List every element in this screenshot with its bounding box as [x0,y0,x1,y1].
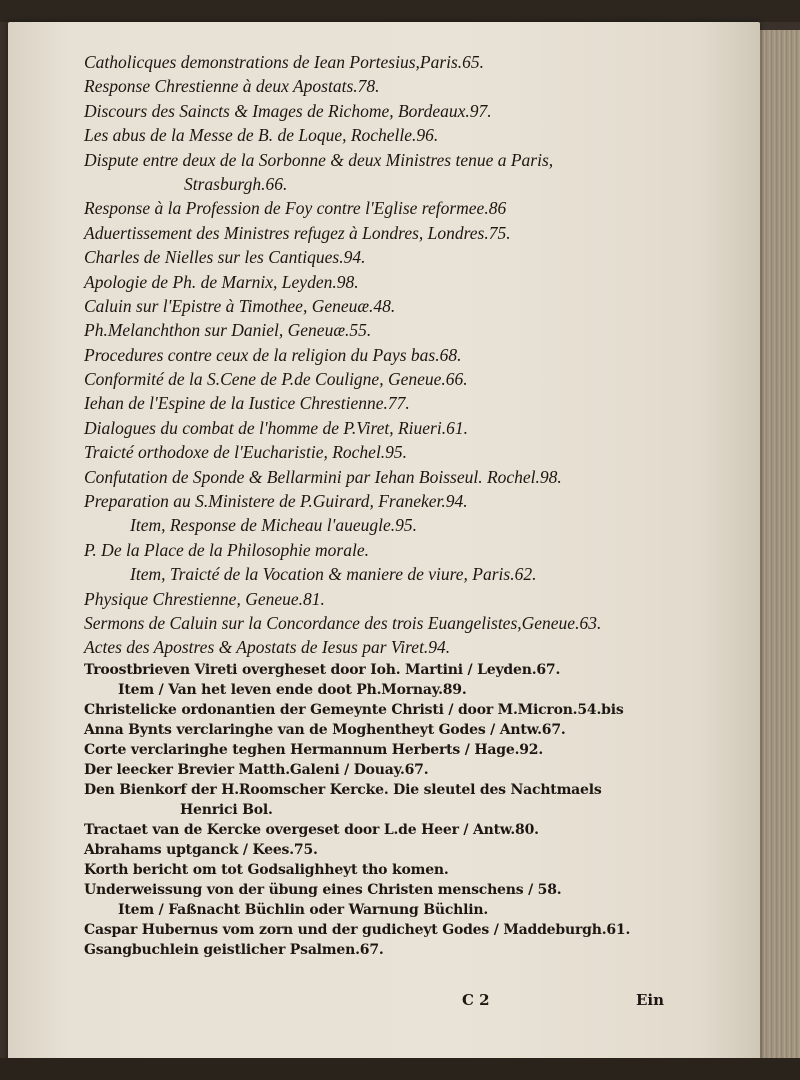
catalogue-entry: Physique Chrestienne, Geneue.81. [84,588,325,609]
catalogue-entry: Apologie de Ph. de Marnix, Leyden.98. [84,271,359,292]
catalogue-entry: Underweissung von der übung eines Christen menschens / 58. [84,881,562,898]
catalogue-entry: Traicté orthodoxe de l'Eucharistie, Rochel.95. [84,442,408,463]
catalogue-entry: Caspar Hubernus vom zorn und der gudicheyt Godes / Maddeburgh.61. [84,921,631,938]
catalogue-list [84,50,684,960]
catalogue-entry: Der leecker Brevier Matth.Galeni / Douay.67. [84,761,429,778]
catalogue-entry: Catholicques demonstrations de Iean Portesius,Paris.65. [84,52,485,72]
catalogue-entry: Tractaet van de Kercke overgeset door L.de Heer / Antw.80. [84,821,539,838]
page-footer [84,987,664,1015]
catalogue-entry: Preparation au S.Ministere de P.Guirard, Franeker.94. [84,491,468,512]
catalogue-entry: Abrahams uptganck / Kees.75. [84,841,318,858]
book-cover-bottom [0,1058,800,1080]
signature-mark: C 2 [462,991,490,1009]
catalogue-entry: Item / Van het leven ende doot Ph.Mornay.89. [118,681,467,698]
catalogue-entry: Dispute entre deux de la Sorbonne & deux Ministres tenue a Paris, [84,149,554,170]
catalogue-entry: Charles de Nielles sur les Cantiques.94. [84,247,366,268]
catalogue-entry: Item, Response de Micheau l'aueugle.95. [130,515,418,536]
catalogue-entry: Henrici Bol. [180,801,273,818]
catalogue-entry: Procedures contre ceux de la religion du Pays bas.68. [84,344,462,365]
catalogue-entry: Conformité de la S.Cene de P.de Couligne, Geneue.66. [84,369,468,390]
catalogue-entry: Dialogues du combat de l'homme de P.Viret, Riueri.61. [84,417,468,438]
catalogue-entry: Korth bericht om tot Godsalighheyt tho komen. [84,861,449,878]
catalogue-entry: Den Bienkorf der H.Roomscher Kercke. Die sleutel des Nachtmaels [84,781,602,798]
catalogue-entry: Response à la Profession de Foy contre l'Eglise reformee.86 [84,198,507,219]
catalogue-entry: Discours des Saincts & Images de Richome, Bordeaux.97. [84,100,492,121]
catalogue-entry: Troostbrieven Vireti overgheset door Ioh. Martini / Leyden.67. [84,661,561,678]
catalogue-entry: Item / Faßnacht Büchlin oder Warnung Büchlin. [118,901,489,918]
catalogue-entry: Christelicke ordonantien der Gemeynte Christi / door M.Micron.54.bis [84,701,624,718]
catalogue-entry: Confutation de Sponde & Bellarmini par Iehan Boisseul. Rochel.98. [84,466,562,487]
catalogue-entry: Corte verclaringhe teghen Hermannum Herberts / Hage.92. [84,741,543,758]
catchword: Ein [635,991,664,1009]
catalogue-entry: Gsangbuchlein geistlicher Psalmen.67. [84,941,384,958]
catalogue-entry: Ph.Melanchthon sur Daniel, Geneuæ.55. [84,320,372,341]
catalogue-entry: Item, Traicté de la Vocation & maniere de viure, Paris.62. [130,564,537,585]
catalogue-entry: Caluin sur l'Epistre à Timothee, Geneuæ.48. [84,295,396,316]
catalogue-entry: Sermons de Caluin sur la Concordance des trois Euangelistes,Geneue.63. [84,612,602,633]
catalogue-entry: P. De la Place de la Philosophie morale. [84,539,369,560]
page-edges [758,30,800,1060]
catalogue-entry: Strasburgh.66. [184,173,288,194]
book-cover-top [0,0,800,22]
catalogue-entry: Les abus de la Messe de B. de Loque, Rochelle.96. [84,125,439,146]
catalogue-entry: Anna Bynts verclaringhe van de Moghentheyt Godes / Antw.67. [84,721,566,738]
catalogue-entry: Aduertissement des Ministres refugez à Londres, Londres.75. [84,222,511,243]
catalogue-entry: Actes des Apostres & Apostats de Iesus par Viret.94. [84,637,451,658]
catalogue-entry: Iehan de l'Espine de la Iustice Chrestienne.77. [84,393,410,414]
catalogue-entry: Response Chrestienne à deux Apostats.78. [84,76,380,97]
